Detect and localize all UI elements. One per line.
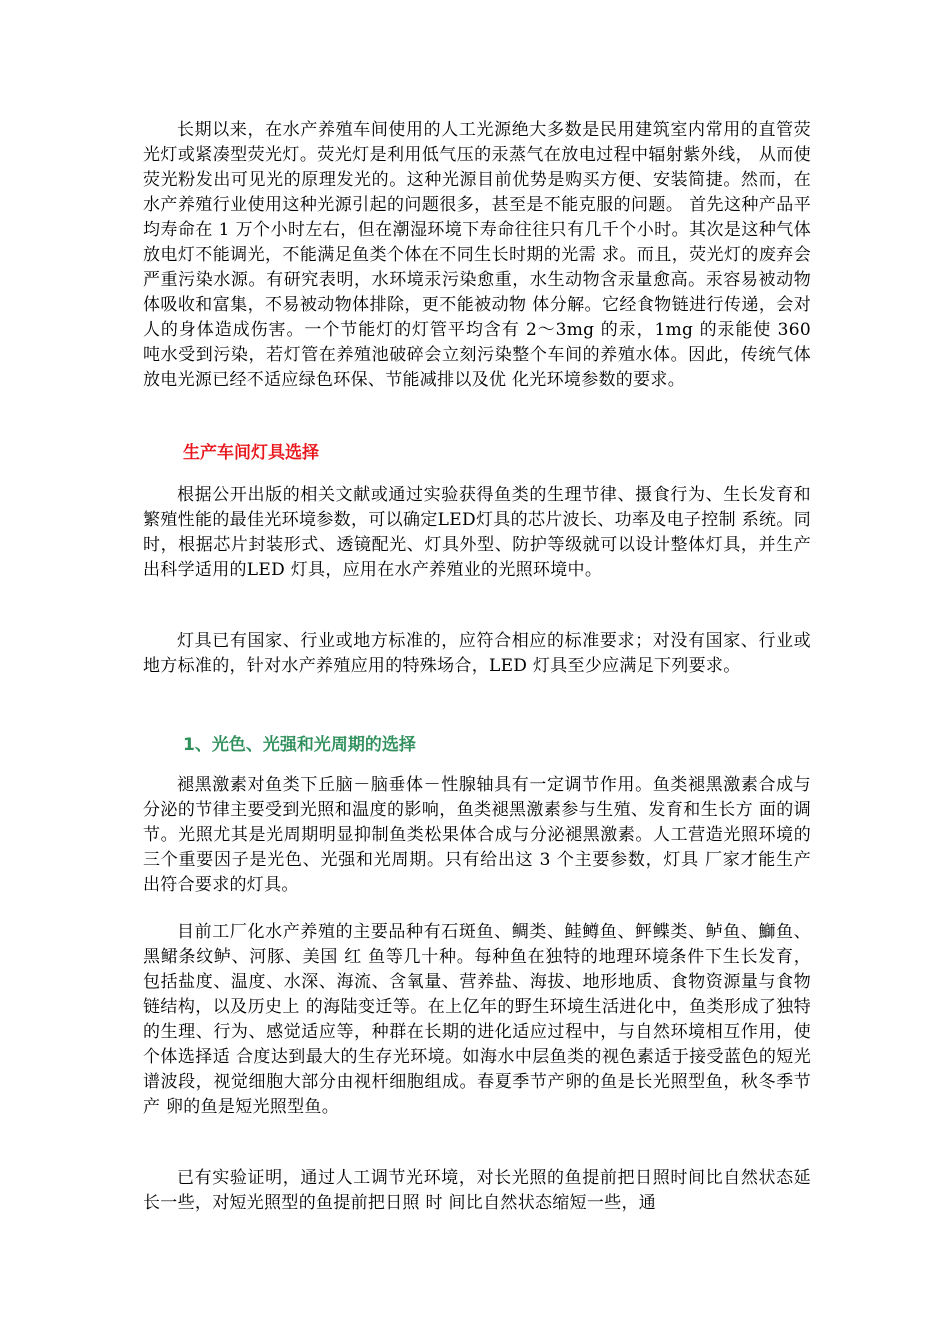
section-heading-fixture-selection: 生产车间灯具选择 xyxy=(183,443,319,463)
paragraph-experiments: 已有实验证明，通过人工调节光环境，对长光照的鱼提前把日照时间比自然状态延长一些，对短光照型的鱼提前把日照 时 间比自然状态缩短一些，通 xyxy=(143,1168,811,1213)
paragraph-fish-species: 目前工厂化水产养殖的主要品种有石斑鱼、鲷类、鲑鳟鱼、鲆鲽类、鲈鱼、鰤鱼、黑鲪条纹鲈、河豚、美国 红 鱼等几十种。每种鱼在独特的地理环境条件下生长发育，包括盐度、温度、水深、海流、含氧量、营养盐、海拔、地形地质、食物资源量与食物链结构，以及历史上 的海陆变迁等。在上亿年的野生环境生活进化中，鱼类形成了独特的生理、行为、感觉适应等，种群在长期的进化适应过程中，与自然环境相互作用，使个体选择适 合度达到最大的生存光环境。如海水中层鱼类的视色素适于接受蓝色的短光谱波段，视觉细胞大部分由视杆细胞组成。春夏季节产卵的鱼是长光照型鱼，秋冬季节产 卵的鱼是短光照型鱼。 xyxy=(143,922,811,1117)
paragraph-melatonin: 褪黑激素对鱼类下丘脑－脑垂体－性腺轴具有一定调节作用。鱼类褪黑激素合成与分泌的节律主要受到光照和温度的影响，鱼类褪黑激素参与生殖、发育和生长方 面的调节。光照尤其是光周期明显抑制鱼类松果体合成与分泌褪黑激素。人工营造光照环境的三个重要因子是光色、光强和光周期。只有给出这 3 个主要参数，灯具 厂家才能生产出符合要求的灯具。 xyxy=(143,775,811,895)
paragraph-standards: 灯具已有国家、行业或地方标准的，应符合相应的标准要求；对没有国家、行业或地方标准的，针对水产养殖应用的特殊场合，LED 灯具至少应满足下列要求。 xyxy=(143,631,811,676)
subsection-heading-light-parameters: 1、光色、光强和光周期的选择 xyxy=(183,735,416,755)
paragraph-fluorescent-lamps: 长期以来，在水产养殖车间使用的人工光源绝大多数是民用建筑室内常用的直管荧光灯或紧凑型荧光灯。荧光灯是利用低气压的汞蒸气在放电过程中辐射紫外线， 从而使荧光粉发出可见光的原理发光的。这种光源目前优势是购买方便、安装简捷。然而，在水产养殖行业使用这种光源引起的问题很多，甚至是不能克服的问题。 首先这种产品平均寿命在 1 万个小时左右，但在潮湿环境下寿命往往只有几千个小时。其次是这种气体放电灯不能调光，不能满足鱼类个体在不同生长时期的光需 求。而且，荧光灯的废弃会严重污染水源。有研究表明，水环境汞污染愈重，水生动物含汞量愈高。汞容易被动物体吸收和富集，不易被动物体排除，更不能被动物 体分解。它经食物链进行传递，会对人的身体造成伤害。一个节能灯的灯管平均含有 2～3mg 的汞，1mg 的汞能使 360 吨水受到污染，若灯管在养殖池破碎会立刻污染整个车间的养殖水体。因此，传统气体放电光源已经不适应绿色环保、节能减排以及优 化光环境参数的要求。 xyxy=(143,120,811,390)
paragraph-led-design: 根据公开出版的相关文献或通过实验获得鱼类的生理节律、摄食行为、生长发育和繁殖性能的最佳光环境参数，可以确定LED灯具的芯片波长、功率及电子控制 系统。同时，根据芯片封装形式、透镜配光、灯具外型、防护等级就可以设计整体灯具，并生产出科学适用的LED 灯具，应用在水产养殖业的光照环境中。 xyxy=(143,485,811,580)
